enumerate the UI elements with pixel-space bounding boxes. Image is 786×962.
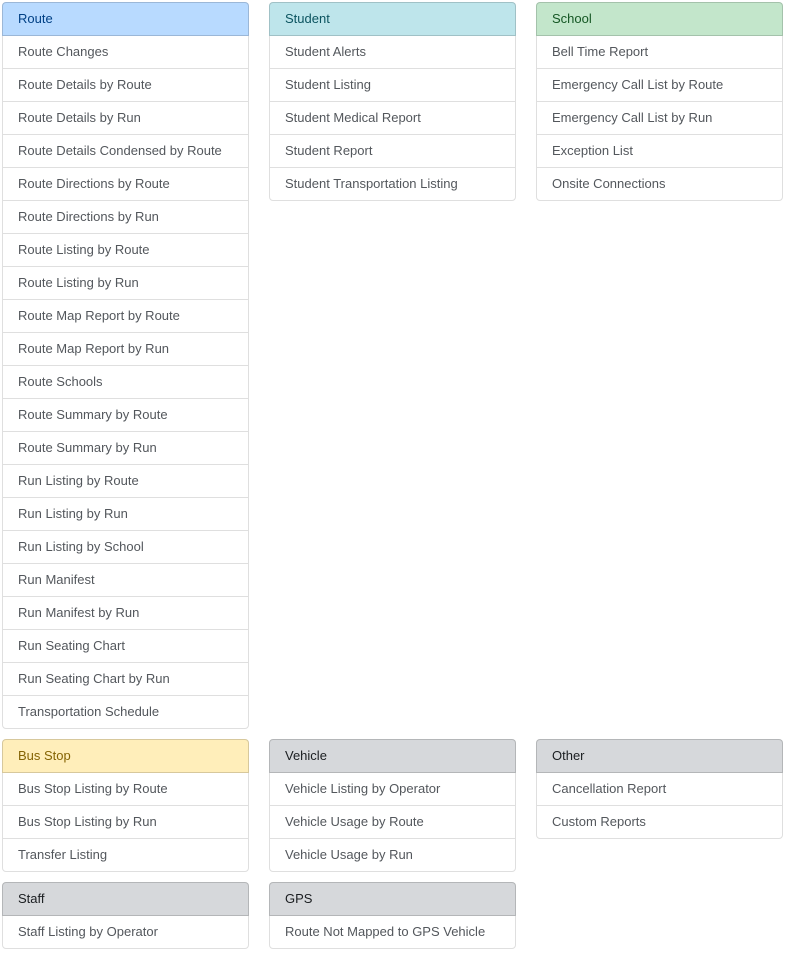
card-header-vehicle: Vehicle: [269, 739, 516, 773]
report-link-run-listing-by-run[interactable]: Run Listing by Run: [2, 497, 249, 531]
cards-row-3: [2, 882, 783, 949]
report-link-vehicle-listing-by-operator[interactable]: Vehicle Listing by Operator: [269, 772, 516, 806]
report-link-emergency-call-list-by-route[interactable]: Emergency Call List by Route: [536, 68, 783, 102]
card-staff: [2, 882, 249, 949]
cards-row-2: [2, 739, 783, 872]
report-link-route-changes[interactable]: Route Changes: [2, 35, 249, 69]
report-link-run-listing-by-route[interactable]: Run Listing by Route: [2, 464, 249, 498]
report-link-exception-list[interactable]: Exception List: [536, 134, 783, 168]
report-link-route-not-mapped-to-gps-vehicle[interactable]: Route Not Mapped to GPS Vehicle: [269, 915, 516, 949]
report-link-run-seating-chart[interactable]: Run Seating Chart: [2, 629, 249, 663]
report-link-route-directions-by-run[interactable]: Route Directions by Run: [2, 200, 249, 234]
report-link-student-listing[interactable]: Student Listing: [269, 68, 516, 102]
card-header-staff: Staff: [2, 882, 249, 916]
report-link-route-summary-by-run[interactable]: Route Summary by Run: [2, 431, 249, 465]
card-gps: [269, 882, 516, 949]
report-link-route-map-report-by-run[interactable]: Route Map Report by Run: [2, 332, 249, 366]
report-link-student-transportation-listing[interactable]: Student Transportation Listing: [269, 167, 516, 201]
report-link-bus-stop-listing-by-route[interactable]: Bus Stop Listing by Route: [2, 772, 249, 806]
report-link-custom-reports[interactable]: Custom Reports: [536, 805, 783, 839]
report-link-student-medical-report[interactable]: Student Medical Report: [269, 101, 516, 135]
cards-row-1: [2, 2, 783, 729]
card-header-gps: GPS: [269, 882, 516, 916]
report-link-student-alerts[interactable]: Student Alerts: [269, 35, 516, 69]
card-school: [536, 2, 783, 201]
report-link-route-listing-by-run[interactable]: Route Listing by Run: [2, 266, 249, 300]
reports-page: [2, 2, 783, 949]
report-link-staff-listing-by-operator[interactable]: Staff Listing by Operator: [2, 915, 249, 949]
report-link-bus-stop-listing-by-run[interactable]: Bus Stop Listing by Run: [2, 805, 249, 839]
report-link-student-report[interactable]: Student Report: [269, 134, 516, 168]
report-link-transfer-listing[interactable]: Transfer Listing: [2, 838, 249, 872]
report-link-route-schools[interactable]: Route Schools: [2, 365, 249, 399]
report-link-onsite-connections[interactable]: Onsite Connections: [536, 167, 783, 201]
report-link-route-summary-by-route[interactable]: Route Summary by Route: [2, 398, 249, 432]
report-link-run-seating-chart-by-run[interactable]: Run Seating Chart by Run: [2, 662, 249, 696]
card-vehicle: [269, 739, 516, 872]
report-link-route-details-condensed-by-route[interactable]: Route Details Condensed by Route: [2, 134, 249, 168]
report-link-route-directions-by-route[interactable]: Route Directions by Route: [2, 167, 249, 201]
report-link-route-listing-by-route[interactable]: Route Listing by Route: [2, 233, 249, 267]
report-link-run-listing-by-school[interactable]: Run Listing by School: [2, 530, 249, 564]
card-bus-stop: [2, 739, 249, 872]
report-link-run-manifest-by-run[interactable]: Run Manifest by Run: [2, 596, 249, 630]
card-header-school: School: [536, 2, 783, 36]
report-link-route-map-report-by-route[interactable]: Route Map Report by Route: [2, 299, 249, 333]
report-link-transportation-schedule[interactable]: Transportation Schedule: [2, 695, 249, 729]
card-header-student: Student: [269, 2, 516, 36]
card-student: [269, 2, 516, 201]
card-route: [2, 2, 249, 729]
report-link-route-details-by-run[interactable]: Route Details by Run: [2, 101, 249, 135]
card-other: [536, 739, 783, 839]
card-header-route: Route: [2, 2, 249, 36]
report-link-route-details-by-route[interactable]: Route Details by Route: [2, 68, 249, 102]
report-link-cancellation-report[interactable]: Cancellation Report: [536, 772, 783, 806]
card-header-other: Other: [536, 739, 783, 773]
report-link-vehicle-usage-by-route[interactable]: Vehicle Usage by Route: [269, 805, 516, 839]
card-header-bus-stop: Bus Stop: [2, 739, 249, 773]
report-link-run-manifest[interactable]: Run Manifest: [2, 563, 249, 597]
report-link-vehicle-usage-by-run[interactable]: Vehicle Usage by Run: [269, 838, 516, 872]
report-link-bell-time-report[interactable]: Bell Time Report: [536, 35, 783, 69]
report-link-emergency-call-list-by-run[interactable]: Emergency Call List by Run: [536, 101, 783, 135]
